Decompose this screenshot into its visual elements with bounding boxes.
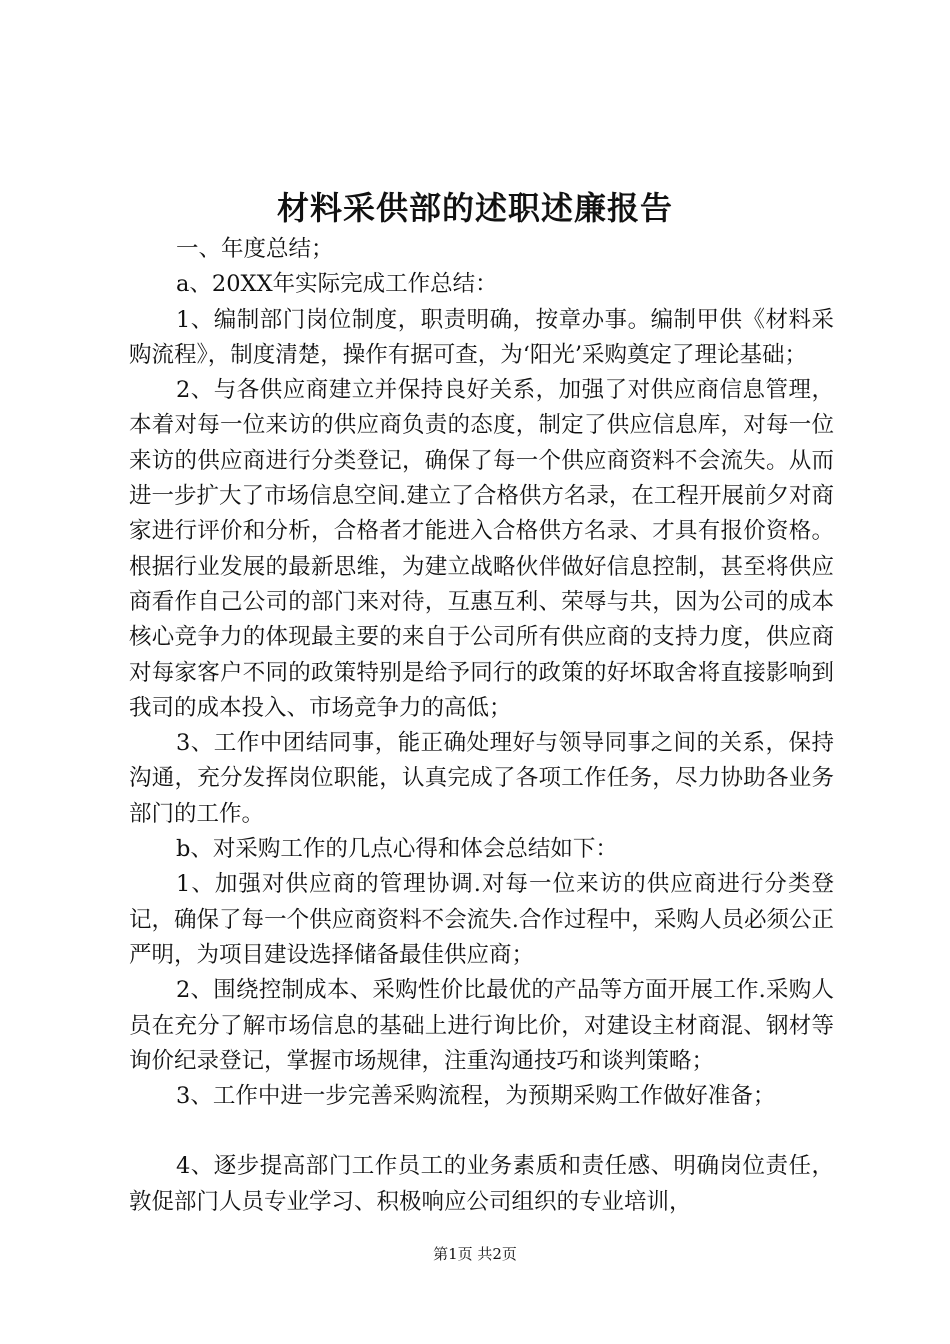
paragraph-b-1: 1、加强对供应商的管理协调.对每一位来访的供应商进行分类登记，确保了每一个供应商资料不会流失.合作过程中，采购人员必须公正严明，为项目建设选择储备最佳供应商； (129, 871, 834, 968)
paragraph-a-2: 2、与各供应商建立并保持良好关系，加强了对供应商信息管理，本着对每一位来访的供应商负责的态度，制定了供应信息库，对每一位来访的供应商进行分类登记，确保了每一个供应商资料不会流失。从而进一步扩大了市场信息空间.建立了合格供方名录，在工程开展前夕对商家进行评价和分析，合格者才能进入合格供方名录、才具有报价资格。根据行业发展的最新思维，为建立战略伙伴做好信息控制，甚至将供应商看作自己公司的部门来对待，互惠互利、荣辱与共，因为公司的成本核心竞争力的体现最主要的来自于公司所有供应商的支持力度，供应商对每家客户不同的政策特别是给予同行的政策的好坏取舍将直接影响到我司的成本投入、市场竞争力的高低； (129, 377, 834, 721)
paragraph-heading-annual-summary: 一、年度总结； (176, 236, 334, 262)
paragraph-a-1: 1、编制部门岗位制度，职责明确，按章办事。编制甲供《材料采购流程》，制度清楚，操作有据可查，为‘阳光’采购奠定了理论基础； (129, 306, 834, 368)
paragraph-b-3: 3、工作中进一步完善采购流程，为预期采购工作做好准备； (176, 1083, 776, 1110)
document-body (129, 232, 834, 1220)
page-footer: 第1页 共2页 (433, 1245, 517, 1263)
paragraph-heading-b: b、对采购工作的几点心得和体会总结如下： (176, 836, 618, 863)
paragraph-a-3: 3、工作中团结同事，能正确处理好与领导同事之间的关系，保持沟通，充分发挥岗位职能，认真完成了各项工作任务，尽力协助各业务部门的工作。 (129, 730, 834, 827)
paragraph-b-4: 4、逐步提高部门工作员工的业务素质和责任感、明确岗位责任，敦促部门人员专业学习、积极响应公司组织的专业培训， (129, 1153, 834, 1215)
paragraph-b-2: 2、围绕控制成本、采购性价比最优的产品等方面开展工作.采购人员在充分了解市场信息的基础上进行询比价，对建设主材商混、钢材等询价纪录登记，掌握市场规律，注重沟通技巧和谈判策略； (129, 977, 834, 1074)
blank-line (129, 1114, 834, 1149)
paragraph-heading-a: a、20XX年实际完成工作总结： (176, 271, 498, 298)
document-title: 材料采供部的述职述廉报告 (276, 189, 673, 227)
